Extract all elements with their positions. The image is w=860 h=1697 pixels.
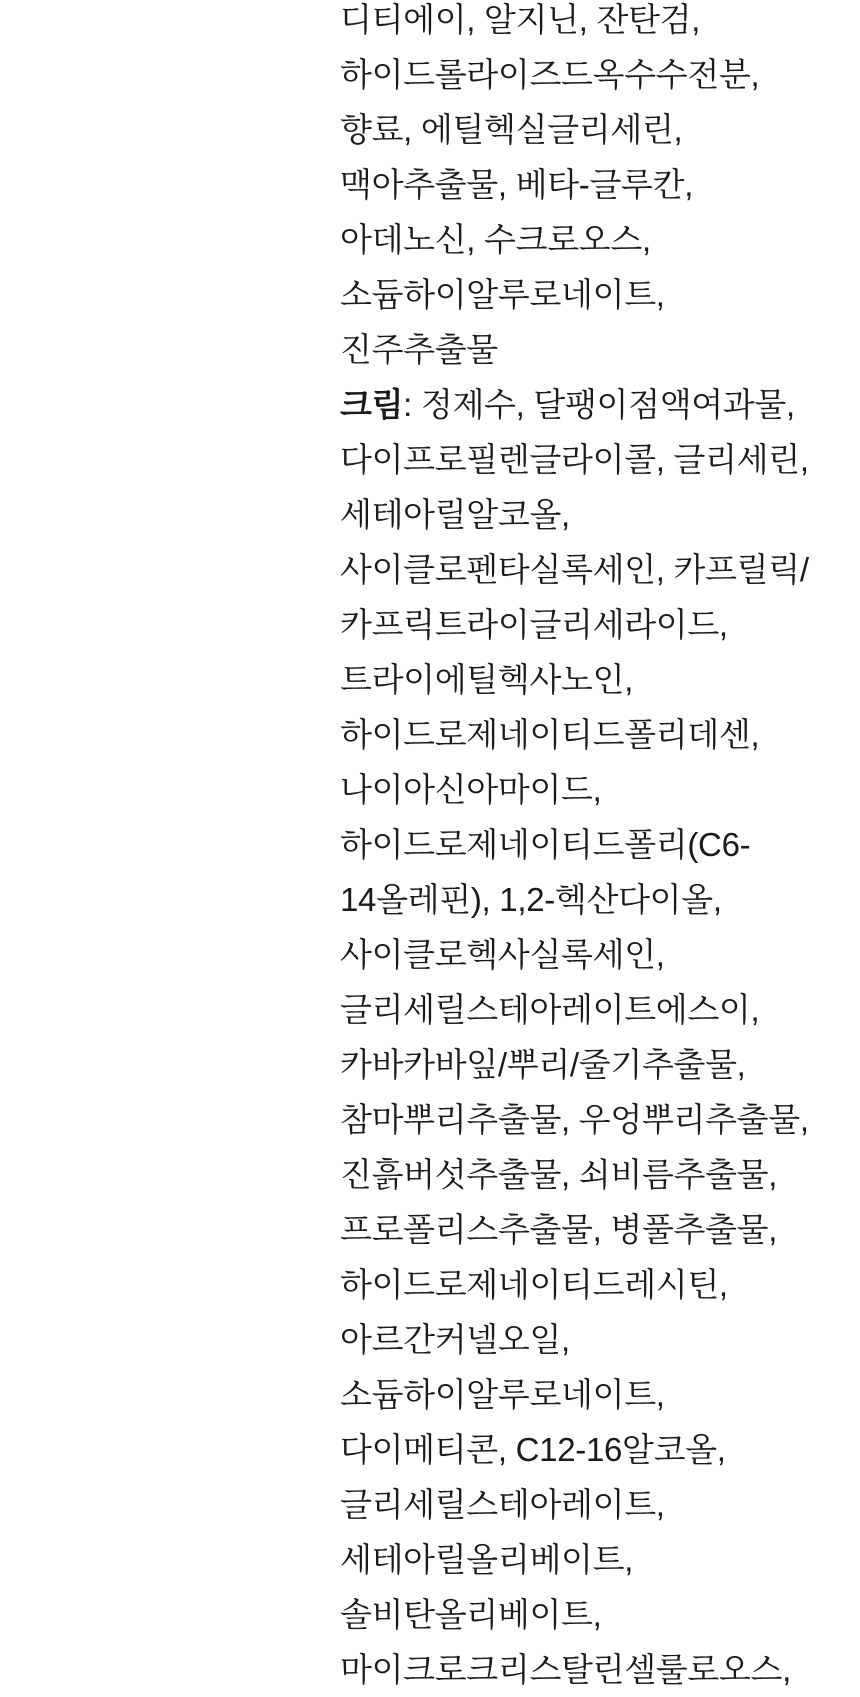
ingredients-text-block [340,0,818,1697]
paragraph-toner-continued [340,0,818,377]
ingredient-list-cream: 정제수, 달팽이점액여과물, 다이프로필렌글라이콜, 글리세린, 세테아릴알코올, 사이클로펜타실록세인, 카프릴릭/카프릭트라이글리세라이드, 트라이에틸헥사노인, 하이드로제네이티드폴리데센, 나이아신아마이드, 하이드로제네이티드폴리(C6-14올레핀), 1,2-헥산다이올, 사이클로헥사실록세인, 글리세릴스테아레이트에스이, 카바카바잎/뿌리/줄기추출물, 참마뿌리추출물, 우엉뿌리추출물, 진흙버섯추출물, 쇠비름추출물, 프로폴리스추출물, 병풀추출물, 하이드로제네이티드레시틴, 아르간커넬오일, 소듐하이알루로네이트, 다이메티콘, C12-16알코올, 글리세릴스테아레이트, 세테아릴올리베이트, 솔비탄올리베이트, 마이크로크리스탈린셀룰로오스, [340,386,809,1688]
section-label-cream: 크림 [340,386,404,423]
section-separator-cream: : [403,386,421,423]
ingredient-list-toner: 디티에이, 알지닌, 잔탄검, 하이드롤라이즈드옥수수전분, 향료, 에틸헥실글리세린, 맥아추출물, 베타-글루칸, 아데노신, 수크로오스, 소듐하이알루로네이트, 진주추출물 [340,1,760,368]
paragraph-cream [340,377,818,1697]
